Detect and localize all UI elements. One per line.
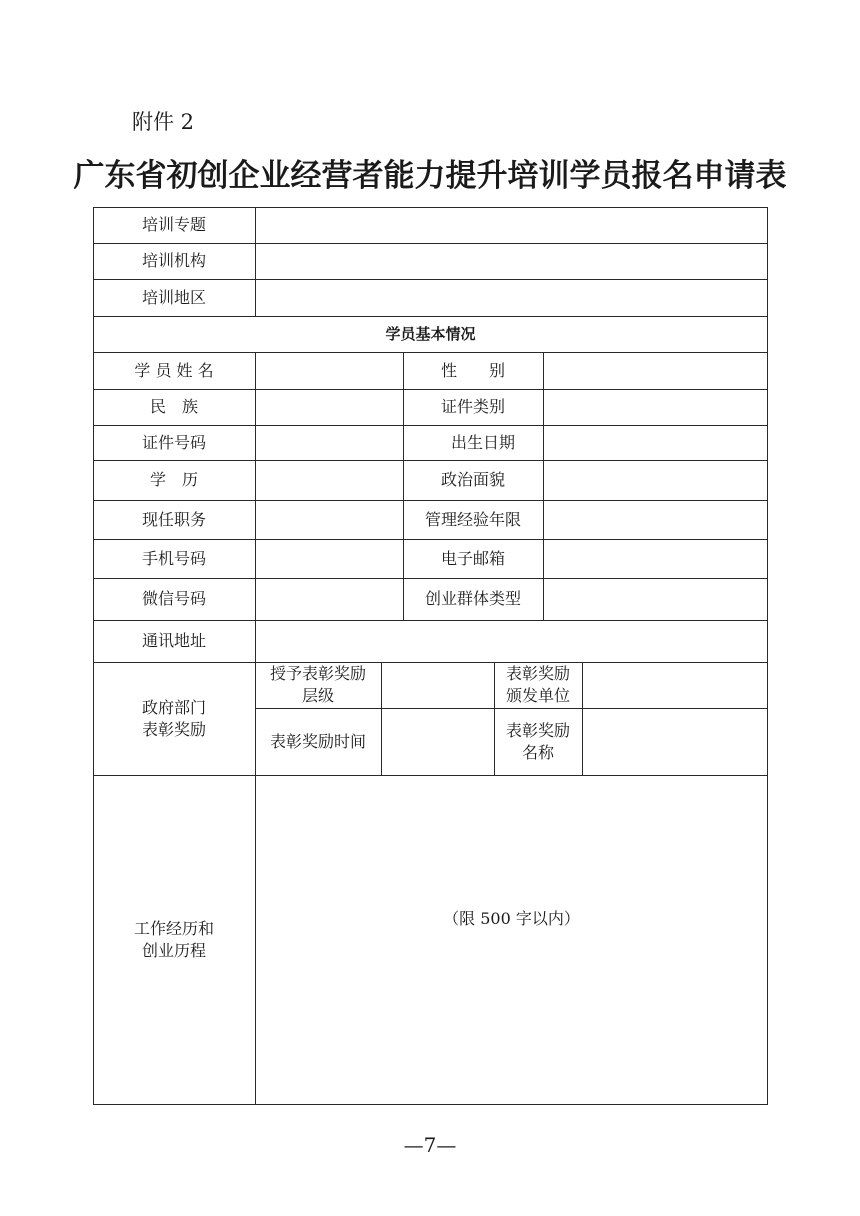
group-type-field[interactable] xyxy=(544,579,767,620)
training-org-field[interactable] xyxy=(256,244,767,279)
page-number: —7— xyxy=(403,1133,457,1157)
award-issuer-field[interactable] xyxy=(583,663,767,708)
award-level-field[interactable] xyxy=(382,663,494,708)
id-type-label: 证件类别 xyxy=(440,397,505,416)
birth-date-label: 出生日期 xyxy=(450,432,515,452)
address-field[interactable] xyxy=(256,621,767,662)
education-field[interactable] xyxy=(256,461,403,500)
id-number-label: 证件号码 xyxy=(141,432,206,452)
wechat-field[interactable] xyxy=(256,579,403,620)
ethnicity-field[interactable] xyxy=(256,390,403,425)
id-number-field[interactable] xyxy=(256,426,403,460)
award-name-field[interactable] xyxy=(583,709,767,775)
name-field[interactable] xyxy=(256,353,403,389)
gender-field[interactable] xyxy=(544,353,767,389)
mgmt-years-label: 管理经验年限 xyxy=(424,509,521,529)
email-field[interactable] xyxy=(544,540,767,578)
gender-label: 性 别 xyxy=(440,360,505,380)
id-type-field[interactable] xyxy=(544,390,767,425)
wechat-label: 微信号码 xyxy=(141,589,206,608)
gov-award-label: 政府部门 表彰奖励 xyxy=(141,697,206,739)
table-border-bottom xyxy=(93,1104,768,1105)
political-status-label: 政治面貌 xyxy=(440,470,505,489)
email-label: 电子邮箱 xyxy=(440,548,505,568)
training-topic-label: 培训专题 xyxy=(141,215,206,234)
position-label: 现任职务 xyxy=(141,509,206,529)
award-issuer-label: 表彰奖励 颁发单位 xyxy=(505,664,570,705)
training-region-field[interactable] xyxy=(256,280,767,316)
attachment-label: 附件 2 xyxy=(132,110,195,134)
form-title: 广东省初创企业经营者能力提升培训学员报名申请表 xyxy=(73,158,787,194)
mgmt-years-field[interactable] xyxy=(544,501,767,539)
birth-date-field[interactable] xyxy=(564,426,767,460)
award-time-label: 表彰奖励时间 xyxy=(269,731,366,751)
section-basic-info: 学员基本情况 xyxy=(385,325,476,343)
address-label: 通讯地址 xyxy=(141,631,206,650)
name-label: 学 员 姓 名 xyxy=(134,360,214,380)
ethnicity-label: 民 族 xyxy=(149,397,198,416)
training-topic-field[interactable] xyxy=(256,208,767,243)
work-history-label: 工作经历和 创业历程 xyxy=(133,918,214,960)
mobile-field[interactable] xyxy=(256,540,403,578)
group-type-label: 创业群体类型 xyxy=(424,589,521,608)
award-time-field[interactable] xyxy=(382,709,494,775)
word-limit-hint: （限 500 字以内） xyxy=(443,909,580,928)
training-region-label: 培训地区 xyxy=(141,287,206,307)
work-history-field[interactable] xyxy=(256,776,767,1104)
mobile-label: 手机号码 xyxy=(141,548,206,568)
training-org-label: 培训机构 xyxy=(141,251,206,270)
position-field[interactable] xyxy=(256,501,403,539)
political-status-field[interactable] xyxy=(544,461,767,500)
award-level-label: 授予表彰奖励 层级 xyxy=(269,664,366,705)
education-label: 学 历 xyxy=(149,470,198,489)
award-name-label: 表彰奖励 名称 xyxy=(505,720,570,762)
